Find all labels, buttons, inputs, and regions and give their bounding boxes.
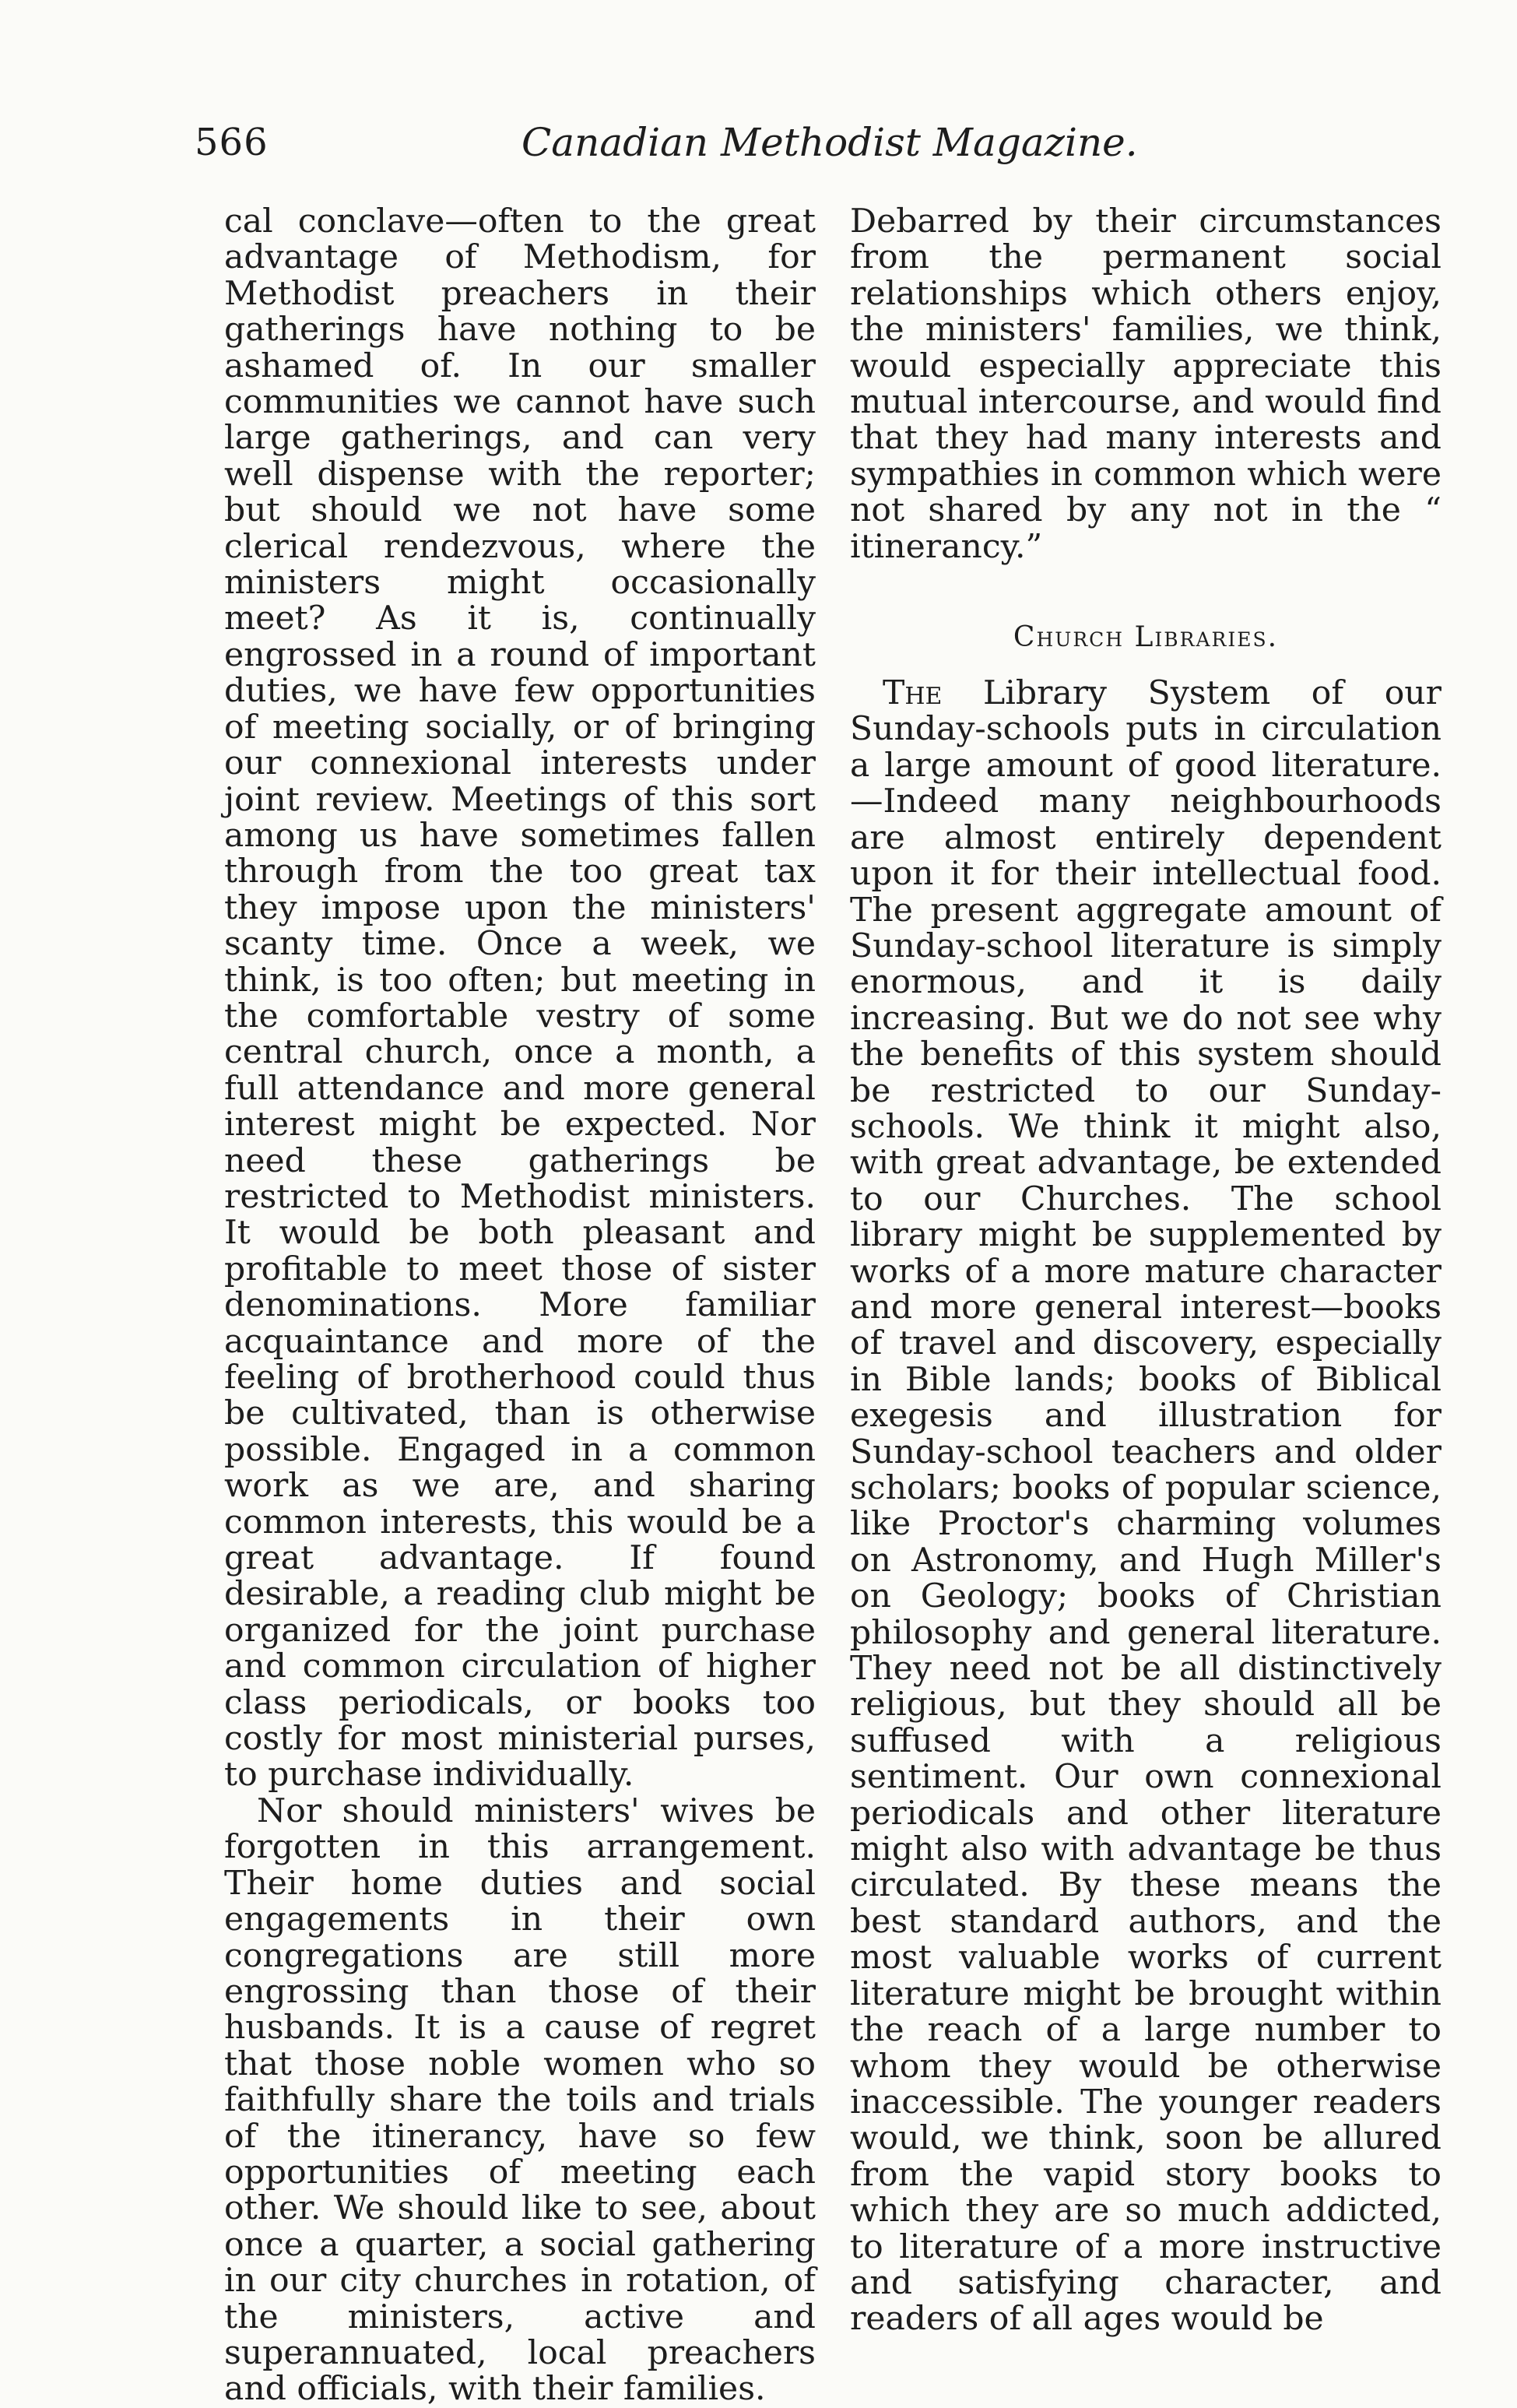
paragraph-lead-in: The bbox=[883, 674, 943, 713]
right-paragraph-2 bbox=[850, 676, 1442, 2338]
magazine-title: Canadian Methodist Magazine. bbox=[521, 120, 1138, 165]
left-paragraph-2: Nor should ministers' wives be forgotten in this arrangement. Their home duties and social engagements in their own congregations are still more engrossing than those of their husbands. It is a cause of regret that those noble women who so faithfully share the toils and trials of the itinerancy, have so few opportunities of meeting each other. We should like to see, about once a quarter, a social gathering in our city churches in rotation, of the ministers, active and superannuated, local preachers and officials, with their families. bbox=[224, 1791, 816, 2408]
section-heading: Church Libraries. bbox=[1013, 621, 1279, 654]
page-number: 566 bbox=[195, 121, 269, 164]
right-paragraph-2-text: Library System of our Sunday-schools puts in circulation a large amount of good literature.—Indeed many neighbourhoods are almost entirely dependent upon it for their intellectual food. The present aggregate amount of Sunday-school literature is simply enormous, and it is daily increasing. But we do not see why the benefits of this system should be restricted to our Sunday-schools. We think it might also, with great advantage, be extended to our Churches. The school library might be supplemented by works of a more mature character and more general interest—books of travel and discovery, especially in Bible lands; books of Biblical exegesis and illustration for Sunday-school teachers and older scholars; books of popular science, like Proctor's charming volumes on Astronomy, and Hugh Miller's on Geology; books of Christian philosophy and general literature. They need not be all distinctively religious, but they should all be suffused with a religious sentiment. Our own connexional periodicals and other literature might also with advantage be thus circulated. By these means the best standard authors, and the most valuable works of current literature might be brought within the reach of a large number to whom they would be otherwise inaccessible. The younger readers would, we think, soon be allured from the vapid story books to which they are so much addicted, to literature of a more instructive and satisfying character, and readers of all ages would be bbox=[850, 674, 1442, 2339]
left-paragraph-1: cal conclave—often to the great advantage of Methodism, for Methodist preachers in their gatherings have nothing to be ashamed of. In our smaller communities we cannot have such large gatherings, and can very well dispense with the reporter; but should we not have some clerical rendezvous, where the ministers might occasionally meet? As it is, continually engrossed in a round of important duties, we have few opportunities of meeting socially, or of bringing our connexional interests under joint review. Meetings of this sort among us have sometimes fallen through from the too great tax they impose upon the ministers' scanty time. Once a week, we think, is too often; but meeting in the comfortable vestry of some central church, once a month, a full attendance and more general interest might be expected. Nor need these gatherings be restricted to Methodist ministers. It would be both pleasant and profitable to meet those of sister denominations. More familiar acquaintance and more of the feeling of brotherhood could thus be cultivated, than is otherwise possible. Engaged in a common work as we are, and sharing common interests, this would be a great advantage. If found desirable, a reading club might be organized for the joint purchase and common circulation of higher class periodicals, or books too costly for most ministerial purses, to purchase individually. bbox=[224, 202, 816, 1795]
running-head bbox=[195, 115, 1253, 170]
right-column bbox=[850, 204, 1442, 2338]
right-paragraph-1: Debarred by their circumstances from the permanent social relationships which others enjoy, the ministers' families, we think, would especially appreciate this mutual intercourse, and would find that they had many interests and sympathies in common which were not shared by any not in the “ itinerancy.” bbox=[850, 202, 1442, 566]
left-column bbox=[224, 204, 816, 2408]
